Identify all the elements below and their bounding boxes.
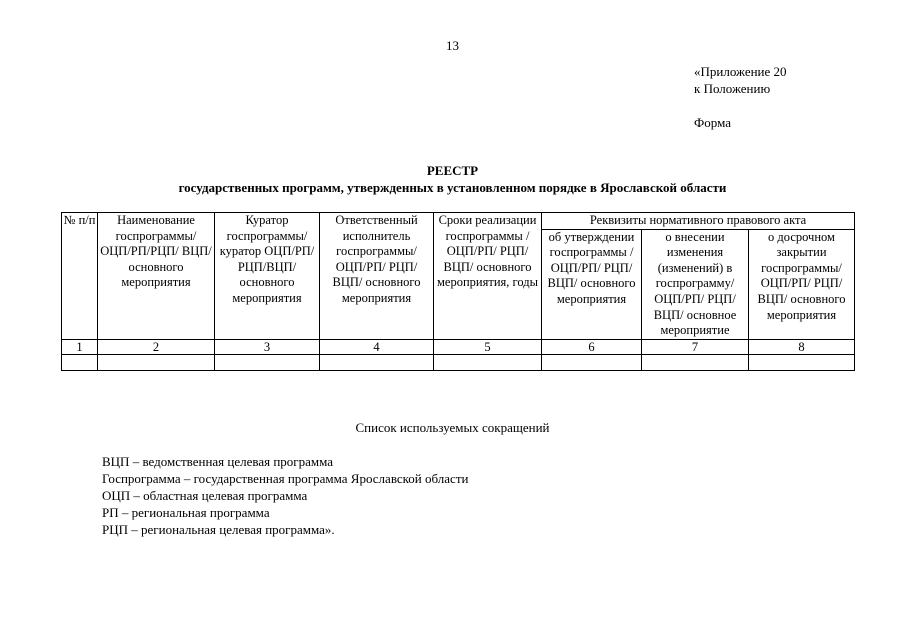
appendix-line-1: «Приложение 20 xyxy=(694,64,787,79)
abbreviation-item: ОЦП – областная целевая программа xyxy=(102,488,308,503)
column-number: 3 xyxy=(215,339,320,354)
column-numbers-row xyxy=(62,339,855,354)
column-number: 8 xyxy=(749,339,855,354)
document-title xyxy=(0,162,905,196)
header-requisites: Реквизиты нормативного правового акта xyxy=(542,213,855,230)
abbreviation-item: РЦП – региональная целевая программа». xyxy=(102,522,335,537)
empty-cell xyxy=(642,354,749,370)
column-number: 5 xyxy=(434,339,542,354)
header-amendment: о внесении изменения (изменений) в госпрограмму/ ОЦП/РП/ РЦП/ВЦП/ основное мероприятие xyxy=(642,229,749,339)
empty-cell xyxy=(215,354,320,370)
abbreviation-item: Госпрограмма – государственная программа Ярославской области xyxy=(102,471,469,486)
header-num: № п/п xyxy=(62,213,98,340)
abbreviations-list xyxy=(102,453,468,538)
empty-cell xyxy=(62,354,98,370)
header-early-closure: о досрочном закрытии госпрограммы/ ОЦП/РП/ РЦП/ВЦП/ основного мероприятия xyxy=(749,229,855,339)
appendix-reference xyxy=(694,63,787,97)
header-executor: Ответственный исполнитель госпрограммы/ ОЦП/РП/ РЦП/ВЦП/ основного мероприятия xyxy=(320,213,434,340)
form-label: Форма xyxy=(694,115,731,130)
column-number: 6 xyxy=(542,339,642,354)
empty-data-row xyxy=(62,354,855,370)
appendix-line-2: к Положению xyxy=(694,81,771,96)
header-curator: Куратор госпрограммы/ куратор ОЦП/РП/ РЦП/ВЦП/ основного мероприятия xyxy=(215,213,320,340)
page-number: 13 xyxy=(446,38,459,53)
header-approval: об утверждении госпрограммы /ОЦП/РП/ РЦП/ВЦП/ основного мероприятия xyxy=(542,229,642,339)
column-number: 7 xyxy=(642,339,749,354)
header-row-1 xyxy=(62,213,855,230)
empty-cell xyxy=(542,354,642,370)
registry-table xyxy=(61,212,855,371)
title-line-2: государственных программ, утвержденных в установленном порядке в Ярославской области xyxy=(178,180,727,195)
header-name: Наименование госпрограммы/ ОЦП/РП/РЦП/ ВЦП/ основного мероприятия xyxy=(98,213,215,340)
column-number: 4 xyxy=(320,339,434,354)
abbreviation-item: ВЦП – ведомственная целевая программа xyxy=(102,454,334,469)
empty-cell xyxy=(98,354,215,370)
title-line-1: РЕЕСТР xyxy=(426,163,479,178)
empty-cell xyxy=(434,354,542,370)
abbreviation-item: РП – региональная программа xyxy=(102,505,270,520)
empty-cell xyxy=(749,354,855,370)
empty-cell xyxy=(320,354,434,370)
header-period: Сроки реализации госпрограммы /ОЦП/РП/ РЦП/ВЦП/ основного мероприятия, годы xyxy=(434,213,542,340)
abbreviations-title: Список используемых сокращений xyxy=(355,420,550,435)
column-number: 2 xyxy=(98,339,215,354)
column-number: 1 xyxy=(62,339,98,354)
